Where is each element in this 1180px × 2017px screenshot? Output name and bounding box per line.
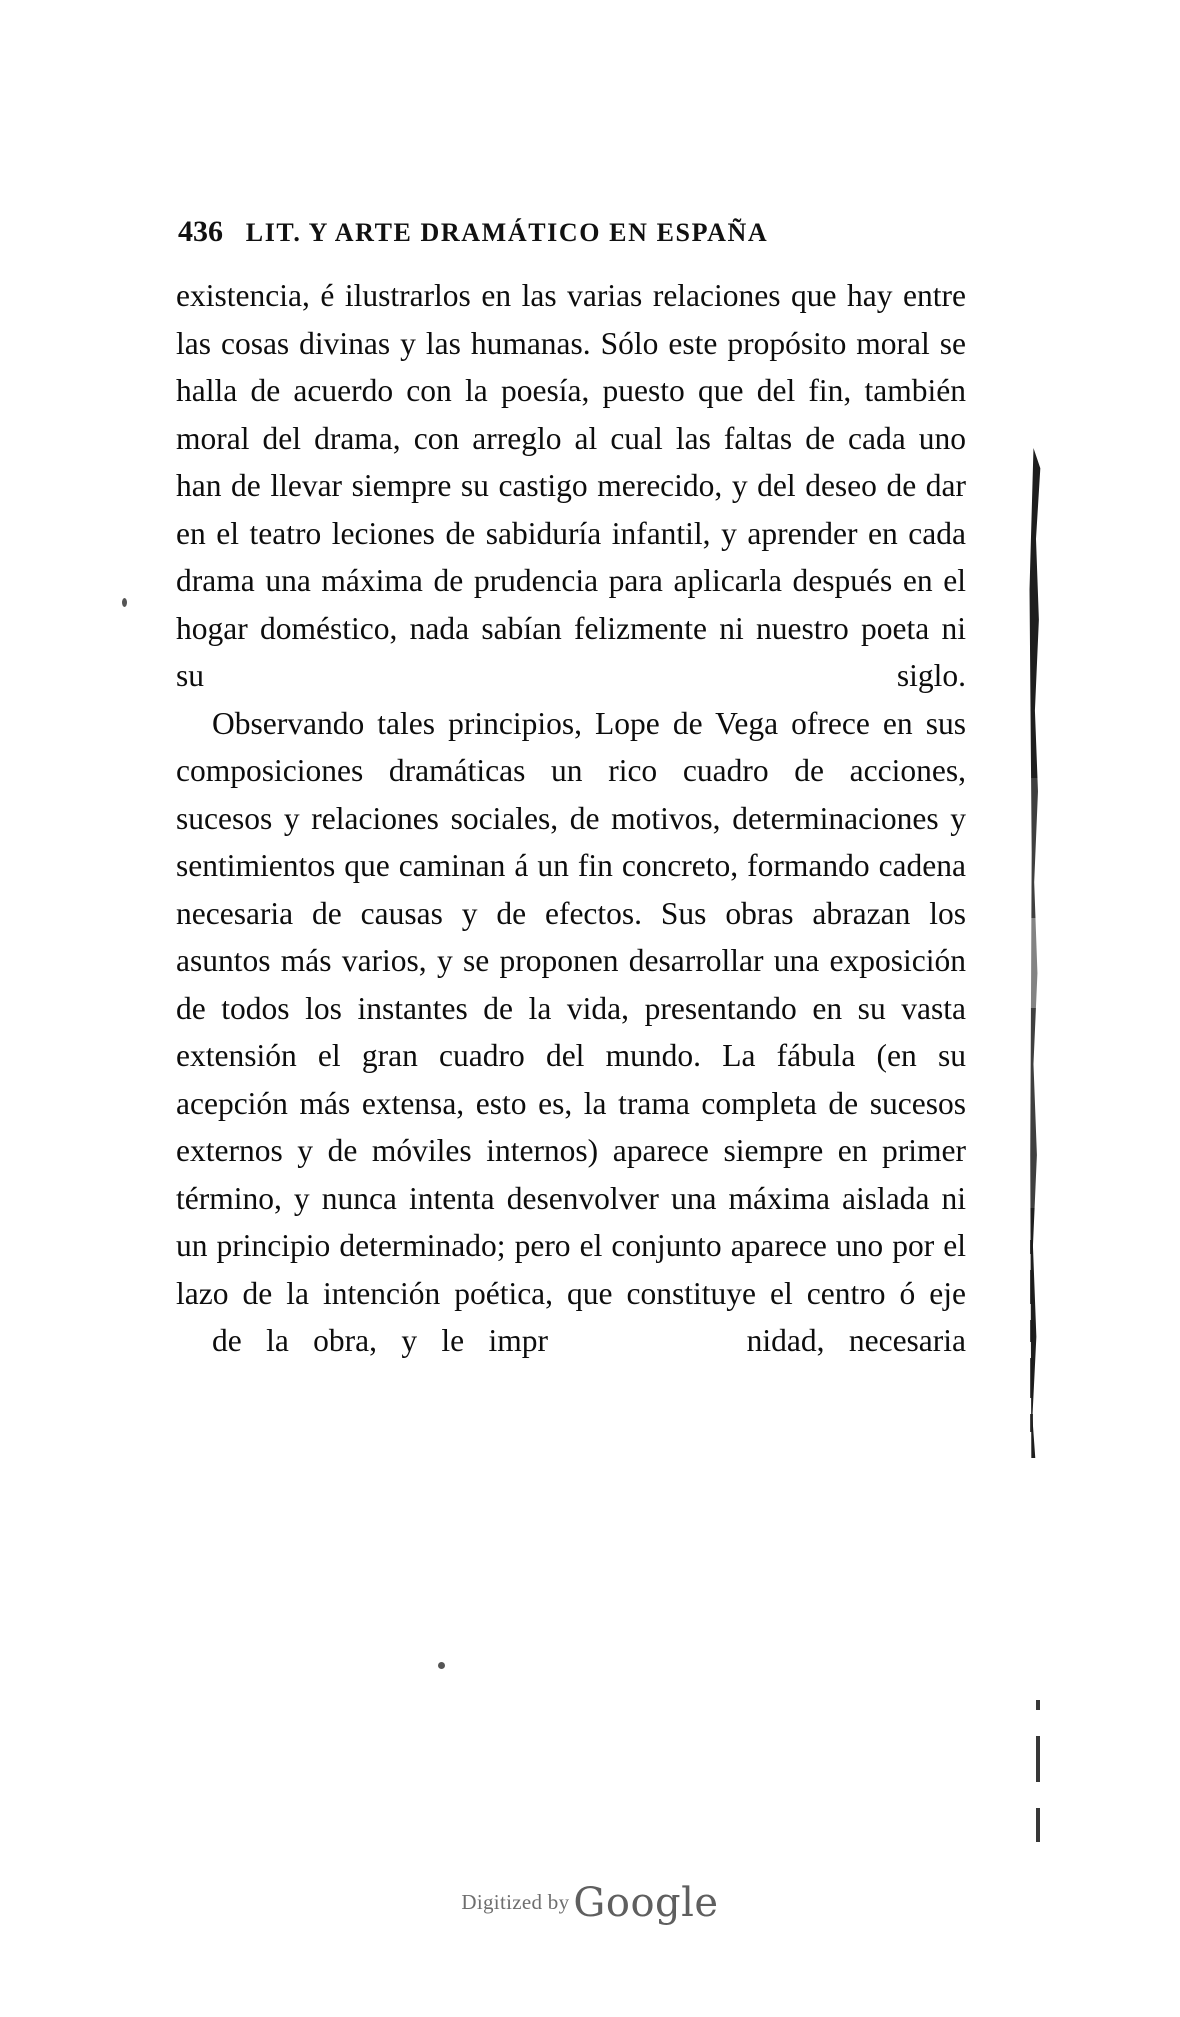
paragraph-2-last-line xyxy=(176,1317,966,1365)
gutter-lower-artifacts xyxy=(1036,1700,1044,1900)
gutter-dash-artifacts xyxy=(1030,1240,1040,1470)
body-text-block xyxy=(176,272,966,1365)
google-wordmark: Google xyxy=(573,1880,719,1926)
blank-gap-artifact xyxy=(517,1608,703,1654)
last-line-after-gap: nidad, necesaria xyxy=(746,1323,967,1358)
paragraph-1: existencia, é ilustrarlos en las varias relaciones que hay entre las cosas divinas y las humanas. Sólo este propósito moral se halla de acuerdo con la poesía, puesto que del fin, también moral del drama, con arreglo al cual las faltas de cada uno han de llevar siempre su castigo merecido, y del deseo de dar en el teatro leciones de sabiduría infantil, y aprender en cada drama una máxima de prudencia para aplicarla después en el hogar doméstico, nada sabían felizmente ni nuestro poeta ni su siglo. xyxy=(176,278,966,693)
paragraph-2 xyxy=(176,700,966,1365)
page-folio-number: 436 xyxy=(178,215,223,248)
running-head-title: LIT. Y ARTE DRAMÁTICO EN ESPAÑA xyxy=(245,218,769,247)
paragraph-2-text: Observando tales principios, Lope de Vega ofrece en sus composiciones dramáticas un rico cuadro de acciones, sucesos y relaciones sociales, de motivos, determinaciones y sentimientos que caminan á un fin concreto, formando cadena necesaria de causas y de efectos. Sus obras abrazan los asuntos más varios, y se proponen desarrollar una exposición de todos los instantes de la vida, presentando en su vasta extensión el gran cuadro del mundo. La fábula (en su acepción más extensa, esto es, la trama completa de sucesos externos y de móviles internos) aparece siempre en primer término, y nunca intenta desenvolver una máxima aislada ni un principio determinado; pero el conjunto aparece uno por el lazo de la intención poética, que constituye el centro ó eje xyxy=(176,705,966,1311)
ink-speck-artifact xyxy=(122,598,127,607)
ink-speck-artifact xyxy=(438,1662,445,1669)
last-line-before-gap: de la obra, y le impr xyxy=(212,1323,548,1358)
running-head xyxy=(178,215,958,249)
digitization-footer xyxy=(0,1880,1180,1926)
digitized-by-label: Digitized by xyxy=(461,1890,570,1914)
